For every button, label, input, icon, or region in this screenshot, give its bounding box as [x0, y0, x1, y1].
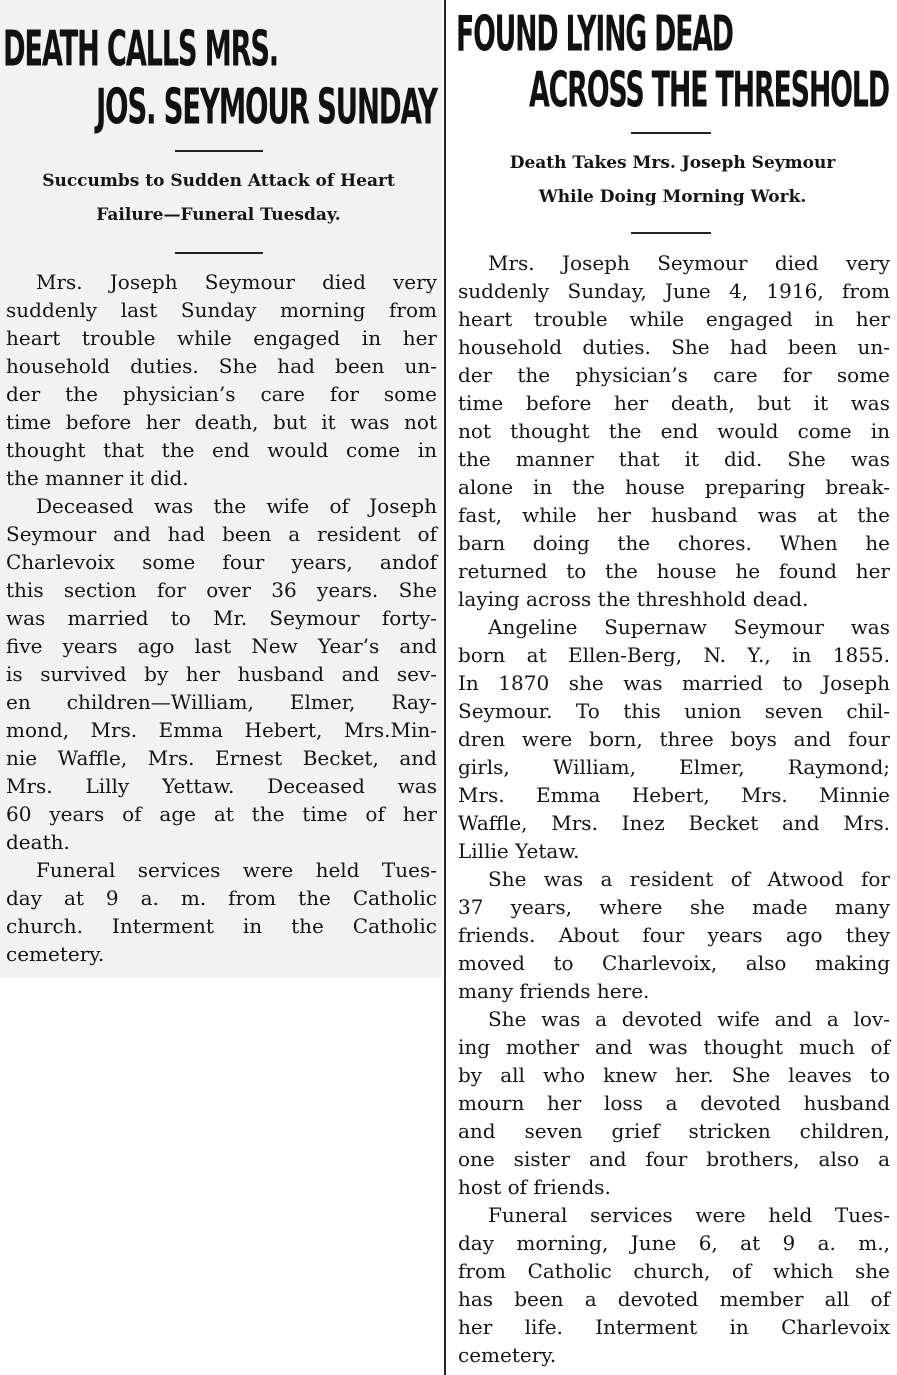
text-line: alone in the house preparing break- — [458, 475, 890, 499]
text-line: her life. Interment in Charlevoix — [458, 1315, 890, 1339]
text-line: not thought the end would come in — [458, 419, 890, 443]
left-article — [0, 0, 442, 978]
text-line: Charlevoix some four years, andof — [6, 550, 437, 574]
left-rule-top — [175, 150, 263, 152]
text-line: day morning, June 6, at 9 a. m., — [458, 1231, 890, 1255]
text-line: thought that the end would come in — [6, 438, 437, 462]
text-line: by all who knew her. She leaves to — [458, 1063, 890, 1087]
left-deck-line-2: Failure—Funeral Tuesday. — [96, 205, 341, 225]
text-line: ing mother and was thought much of — [458, 1035, 890, 1059]
right-paragraph-5 — [458, 1201, 890, 1369]
left-rule-bottom — [175, 252, 263, 254]
text-line: returned to the house he found her — [458, 559, 890, 583]
right-paragraph-2 — [458, 613, 890, 865]
right-paragraph-4 — [458, 1005, 890, 1201]
text-line: has been a devoted member all of — [458, 1287, 890, 1311]
right-deck-line-2: While Doing Morning Work. — [538, 187, 807, 207]
text-line: mourn her loss a devoted husband — [458, 1091, 890, 1115]
text-line: death. — [6, 830, 70, 854]
text-line: der the physician’s care for some — [458, 363, 890, 387]
text-line: nie Waffle, Mrs. Ernest Becket, and — [6, 746, 437, 770]
text-line: five years ago last New Year’s and — [6, 634, 437, 658]
text-line: the manner it did. — [6, 466, 189, 490]
text-line: cemetery. — [6, 942, 105, 966]
left-deck-line-1: Succumbs to Sudden Attack of Heart — [42, 171, 395, 191]
text-line: many friends here. — [458, 979, 650, 1003]
text-line: host of friends. — [458, 1175, 611, 1199]
text-line: Deceased was the wife of Joseph — [36, 494, 437, 518]
column-divider — [444, 0, 446, 1375]
text-line: Mrs. Joseph Seymour died very — [36, 270, 437, 294]
text-line: church. Interment in the Catholic — [6, 914, 437, 938]
text-line: time before her death, but it was not — [6, 410, 437, 434]
text-line: mond, Mrs. Emma Hebert, Mrs.Min- — [6, 718, 437, 742]
text-line: en children—William, Elmer, Ray- — [6, 690, 437, 714]
text-line: Mrs. Lilly Yettaw. Deceased was — [6, 774, 437, 798]
text-line: one sister and four brothers, also a — [458, 1147, 890, 1171]
text-line: She was a devoted wife and a lov- — [488, 1007, 890, 1031]
right-rule-top — [631, 132, 711, 134]
text-line: fast, while her husband was at the — [458, 503, 890, 527]
text-line: Seymour. To this union seven chil- — [458, 699, 890, 723]
text-line: Seymour and had been a resident of — [6, 522, 437, 546]
text-line: day at 9 a. m. from the Catholic — [6, 886, 437, 910]
text-line: this section for over 36 years. She — [6, 578, 437, 602]
text-line: She was a resident of Atwood for — [488, 867, 890, 891]
text-line: was married to Mr. Seymour forty- — [6, 606, 437, 630]
text-line: heart trouble while engaged in her — [458, 307, 890, 331]
text-line: Angeline Supernaw Seymour was — [488, 615, 890, 639]
text-line: Mrs. Joseph Seymour died very — [488, 251, 890, 275]
text-line: dren were born, three boys and four — [458, 727, 890, 751]
left-paragraph-3 — [6, 856, 437, 968]
right-paragraph-3 — [458, 865, 890, 1005]
text-line: cemetery. — [458, 1343, 557, 1367]
text-line: suddenly last Sunday morning from — [6, 298, 437, 322]
text-line: heart trouble while engaged in her — [6, 326, 437, 350]
right-rule-bottom — [631, 232, 711, 234]
text-line: 37 years, where she made many — [458, 895, 890, 919]
text-line: household duties. She had been un- — [458, 335, 890, 359]
right-article — [448, 0, 897, 1375]
text-line: moved to Charlevoix, also making — [458, 951, 890, 975]
text-line: Lillie Yetaw. — [458, 839, 580, 863]
text-line: Mrs. Emma Hebert, Mrs. Minnie — [458, 783, 890, 807]
left-paragraph-2 — [6, 492, 437, 856]
text-line: In 1870 she was married to Joseph — [458, 671, 890, 695]
text-line: Funeral services were held Tues- — [488, 1203, 890, 1227]
text-line: girls, William, Elmer, Raymond; — [458, 755, 890, 779]
right-deck-line-1: Death Takes Mrs. Joseph Seymour — [509, 153, 836, 173]
text-line: laying across the threshhold dead. — [458, 587, 809, 611]
text-line: der the physician’s care for some — [6, 382, 437, 406]
left-headline-line-2: JOS. SEYMOUR SUNDAY — [96, 78, 437, 136]
text-line: Waffle, Mrs. Inez Becket and Mrs. — [458, 811, 890, 835]
text-line: barn doing the chores. When he — [458, 531, 890, 555]
left-paragraph-1 — [6, 268, 437, 492]
text-line: from Catholic church, of which she — [458, 1259, 890, 1283]
text-line: household duties. She had been un- — [6, 354, 437, 378]
text-line: is survived by her husband and sev- — [6, 662, 437, 686]
right-headline-line-2: ACROSS THE THRESHOLD — [529, 61, 889, 119]
text-line: Funeral services were held Tues- — [36, 858, 437, 882]
text-line: friends. About four years ago they — [458, 923, 890, 947]
text-line: born at Ellen-Berg, N. Y., in 1855. — [458, 643, 890, 667]
text-line: time before her death, but it was — [458, 391, 890, 415]
text-line: the manner that it did. She was — [458, 447, 890, 471]
right-paragraph-1 — [458, 249, 890, 613]
text-line: suddenly Sunday, June 4, 1916, from — [458, 279, 890, 303]
left-headline-line-1: DEATH CALLS MRS. — [3, 20, 278, 78]
right-headline-line-1: FOUND LYING DEAD — [456, 5, 733, 63]
text-line: and seven grief stricken children, — [458, 1119, 890, 1143]
text-line: 60 years of age at the time of her — [6, 802, 437, 826]
